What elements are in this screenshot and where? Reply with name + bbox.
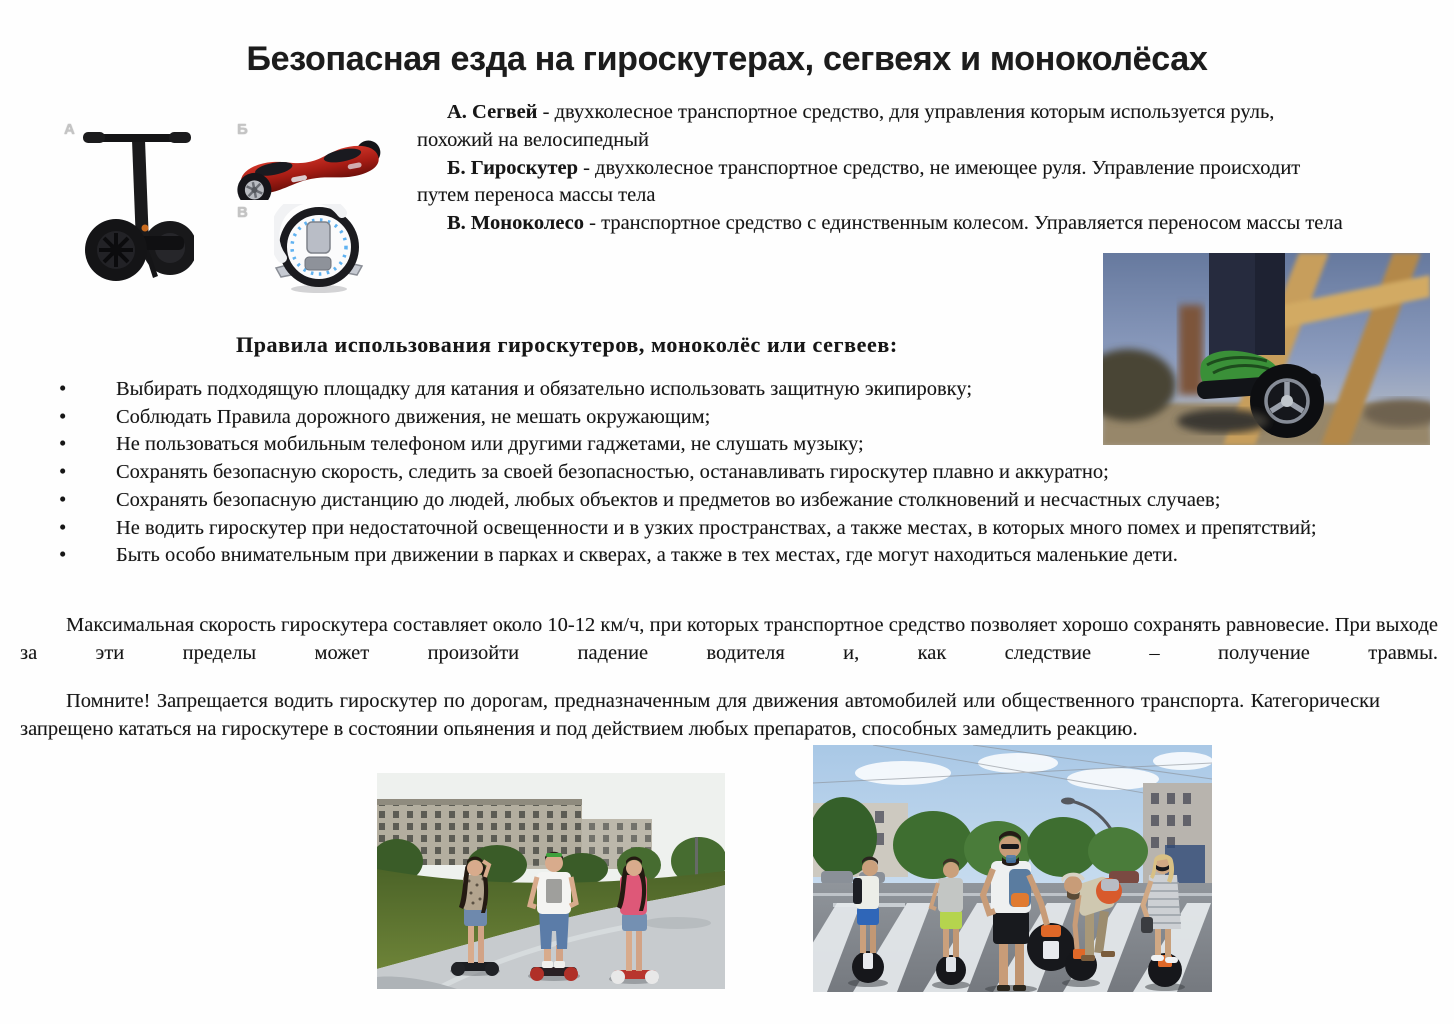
monowheel-illustration — [274, 204, 364, 296]
definition-hoverboard-term: Б. Гироскутер — [447, 156, 578, 179]
rule-item: • Не пользоваться мобильным телефоном или другими гаджетами, не слушать музыку; — [57, 431, 1439, 459]
definition-monowheel-text: - транспортное средство с единственным колесом. Управляется переносом массы тела — [584, 212, 1343, 235]
segway-label: А — [64, 121, 75, 138]
rule-item: • Сохранять безопасную дистанцию до людей, любых объектов и предметов во избежание столкновений и несчастных случаев; — [57, 487, 1439, 515]
definition-segway-text: - двухколесное транспортное средство, для управления которым используется руль, похожий на велосипедный — [417, 101, 1275, 151]
segway-illustration — [82, 126, 194, 286]
definition-segway — [417, 99, 1349, 155]
rules-list — [15, 376, 1439, 570]
definition-hoverboard — [417, 155, 1349, 211]
rules-heading: Правила использования гироскутеров, моноколёс или сегвеев: — [236, 332, 898, 357]
hoverboard-illustration — [228, 138, 392, 200]
rule-item: • Выбирать подходящую площадку для катания и обязательно использовать защитную экипировку; — [57, 376, 1439, 404]
definition-segway-term: А. Сегвей — [447, 101, 538, 123]
photo-park-hoverboard-riders — [377, 773, 725, 989]
page-title: Безопасная езда на гироскутерах, сегвеях и моноколёсах — [246, 40, 1208, 78]
rule-item: • Быть особо внимательным при движении в парках и скверах, а также в тех местах, где могут находиться маленькие дети. — [57, 542, 1439, 570]
definitions-block — [417, 99, 1349, 238]
rule-item: • Соблюдать Правила дорожного движения, не мешать окружающим; — [57, 404, 1439, 432]
monowheel-label: В — [237, 204, 248, 221]
rule-item: • Не водить гироскутер при недостаточной освещенности и в узких пространствах, а также местах, в которых много помех и препятствий; — [57, 515, 1357, 543]
rule-item: • Сохранять безопасную скорость, следить за своей безопасностью, останавливать гироскутер плавно и аккуратно; — [57, 459, 1439, 487]
hoverboard-label: Б — [237, 121, 248, 138]
definition-monowheel — [417, 210, 1349, 238]
definition-monowheel-term: В. Моноколесо — [447, 212, 585, 235]
paragraph-warning: Помните! Запрещается водить гироскутер по дорогам, предназначенным для движения автомобилей или общественного транспорта. Категорически запрещено кататься на гироскутере в состоянии опьянения и под действием любых препаратов, способных замедлить реакцию. — [20, 690, 1380, 740]
photo-crosswalk-monowheel-riders — [813, 745, 1212, 992]
paragraph-max-speed: Максимальная скорость гироскутера составляет около 10-12 км/ч, при которых транспортное средство позволяет хорошо сохранять равновесие. При выходе за эти пределы может произойти падение водителя и, как следствие – получение травмы. — [20, 614, 1438, 664]
definition-hoverboard-text: - двухколесное транспортное средство, не имеющее руля. Управление происходит путем переноса массы тела — [417, 156, 1301, 207]
